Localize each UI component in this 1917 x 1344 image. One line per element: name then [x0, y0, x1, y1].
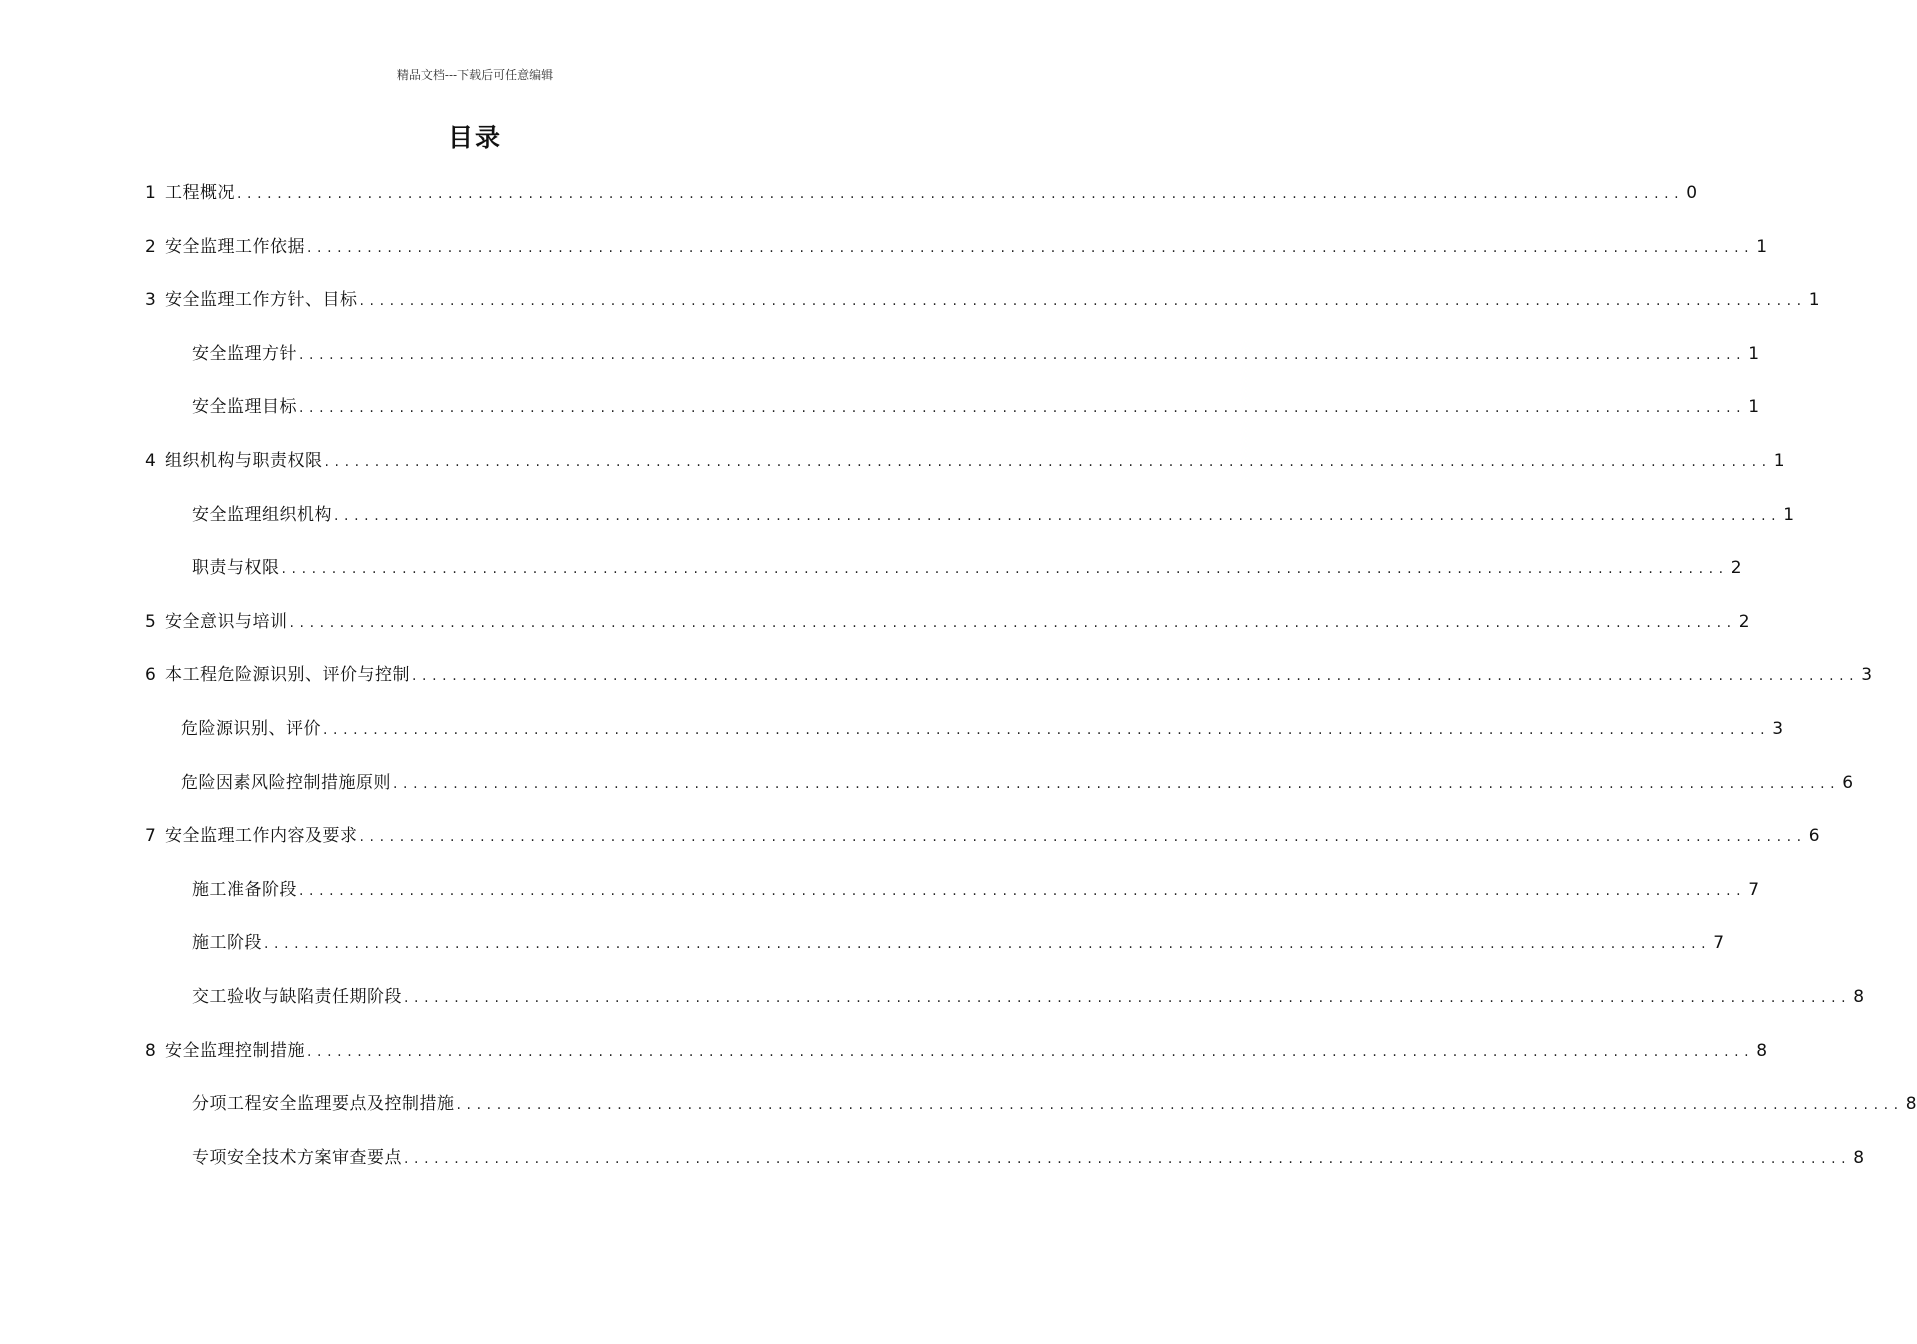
toc-entry[interactable]: [0, 1139, 1865, 1193]
toc-entry[interactable]: [0, 228, 1768, 282]
toc-dot-leader: ................................................................................................................................................: [324, 453, 1772, 470]
toc-entry-page-number: 6: [1842, 772, 1854, 793]
toc-entry-number: 7: [145, 826, 156, 847]
toc-entry-title: 专项安全技术方案审查要点: [192, 1147, 402, 1168]
toc-entry-page-number: 1: [1783, 504, 1795, 525]
toc-entry-title: 安全监理工作方针、目标: [165, 290, 358, 311]
toc-entry[interactable]: [0, 174, 1698, 228]
toc-entry[interactable]: [0, 871, 1760, 925]
toc-entry-number: 1: [145, 183, 156, 203]
toc-entry[interactable]: [0, 1085, 1917, 1139]
toc-dot-leader: ................................................................................................................................................: [307, 1043, 1755, 1060]
toc-entry-title: 本工程危险源识别、评价与控制: [165, 665, 410, 686]
toc-list: [0, 174, 1917, 1192]
toc-entry-page-number: 8: [1853, 1147, 1865, 1168]
toc-entry[interactable]: [0, 603, 1750, 657]
toc-entry-page-number: 2: [1730, 558, 1742, 579]
toc-entry-title: 职责与权限: [192, 558, 280, 579]
toc-entry[interactable]: [0, 335, 1760, 389]
toc-entry-title: 工程概况: [165, 183, 235, 203]
toc-entry-title: 安全监理组织机构: [192, 504, 332, 525]
toc-entry-number: 5: [145, 611, 156, 632]
toc-entry-title: 组织机构与职责权限: [165, 450, 323, 471]
toc-dot-leader: ................................................................................................................................................: [359, 293, 1807, 310]
toc-dot-leader: ................................................................................................................................................: [299, 882, 1747, 899]
toc-entry-page-number: 6: [1808, 826, 1820, 847]
toc-dot-leader: ................................................................................................................................................: [289, 614, 1737, 631]
toc-dot-leader: ................................................................................................................................................: [404, 1150, 1852, 1167]
toc-entry-title: 安全监理工作内容及要求: [165, 826, 358, 847]
toc-entry[interactable]: [0, 442, 1785, 496]
toc-entry-page-number: 1: [1756, 236, 1768, 257]
toc-entry-number: 3: [145, 290, 156, 311]
toc-entry-page-number: 8: [1853, 986, 1865, 1007]
toc-dot-leader: ................................................................................................................................................: [359, 829, 1807, 846]
toc-entry-page-number: 2: [1738, 611, 1750, 632]
toc-entry-page-number: 1: [1748, 397, 1760, 418]
toc-dot-leader: ................................................................................................................................................: [299, 346, 1747, 363]
toc-entry-title: 安全意识与培训: [165, 611, 288, 632]
toc-dot-leader: ................................................................................................................................................: [334, 507, 1782, 524]
toc-entry[interactable]: [0, 710, 1784, 764]
toc-entry[interactable]: [0, 549, 1742, 603]
toc-dot-leader: ................................................................................................................................................: [393, 775, 1841, 792]
toc-entry[interactable]: [0, 496, 1795, 550]
toc-entry-number: 8: [145, 1040, 156, 1061]
toc-entry-page-number: 1: [1748, 343, 1760, 364]
toc-entry[interactable]: [0, 656, 1873, 710]
toc-entry-page-number: 3: [1861, 665, 1873, 686]
toc-dot-leader: ................................................................................................................................................: [412, 668, 1860, 685]
toc-dot-leader: ................................................................................................................................................: [281, 561, 1729, 578]
toc-entry[interactable]: [0, 924, 1725, 978]
toc-entry-title: 安全监理目标: [192, 397, 297, 418]
toc-dot-leader: ................................................................................................................................................: [237, 186, 1685, 202]
toc-entry-title: 交工验收与缺陷责任期阶段: [192, 986, 402, 1007]
toc-entry-number: 4: [145, 450, 156, 471]
toc-entry-page-number: 0: [1686, 183, 1698, 203]
toc-entry-page-number: 3: [1772, 718, 1784, 739]
toc-entry-page-number: 1: [1808, 290, 1820, 311]
toc-entry[interactable]: [0, 1032, 1768, 1086]
toc-entry-number: 6: [145, 665, 156, 686]
toc-entry[interactable]: [0, 388, 1760, 442]
toc-entry-page-number: 8: [1756, 1040, 1768, 1061]
toc-entry-page-number: 8: [1905, 1094, 1917, 1115]
toc-entry[interactable]: [0, 281, 1820, 335]
toc-dot-leader: ................................................................................................................................................: [456, 1097, 1904, 1114]
page-title: 目录: [447, 123, 502, 152]
toc-entry-title: 危险源识别、评价: [181, 718, 321, 739]
toc-entry-number: 2: [145, 236, 156, 257]
toc-dot-leader: ................................................................................................................................................: [307, 239, 1755, 256]
toc-entry-title: 安全监理工作依据: [165, 236, 305, 257]
page-header-note: 精品文档---下载后可任意编辑: [396, 68, 554, 82]
toc-entry[interactable]: [0, 764, 1854, 818]
toc-entry-page-number: 1: [1773, 450, 1785, 471]
toc-entry-page-number: 7: [1713, 933, 1725, 954]
toc-dot-leader: ................................................................................................................................................: [404, 989, 1852, 1006]
toc-dot-leader: ................................................................................................................................................: [323, 721, 1771, 738]
toc-entry-title: 安全监理方针: [192, 343, 297, 364]
toc-entry-title: 施工准备阶段: [192, 879, 297, 900]
toc-entry-title: 安全监理控制措施: [165, 1040, 305, 1061]
toc-entry-page-number: 7: [1748, 879, 1760, 900]
toc-entry[interactable]: [0, 817, 1820, 871]
toc-entry-title: 施工阶段: [192, 933, 262, 954]
toc-dot-leader: ................................................................................................................................................: [299, 400, 1747, 417]
toc-dot-leader: ................................................................................................................................................: [264, 936, 1712, 953]
toc-entry[interactable]: [0, 978, 1865, 1032]
toc-entry-title: 危险因素风险控制措施原则: [181, 772, 391, 793]
toc-entry-title: 分项工程安全监理要点及控制措施: [192, 1094, 455, 1115]
